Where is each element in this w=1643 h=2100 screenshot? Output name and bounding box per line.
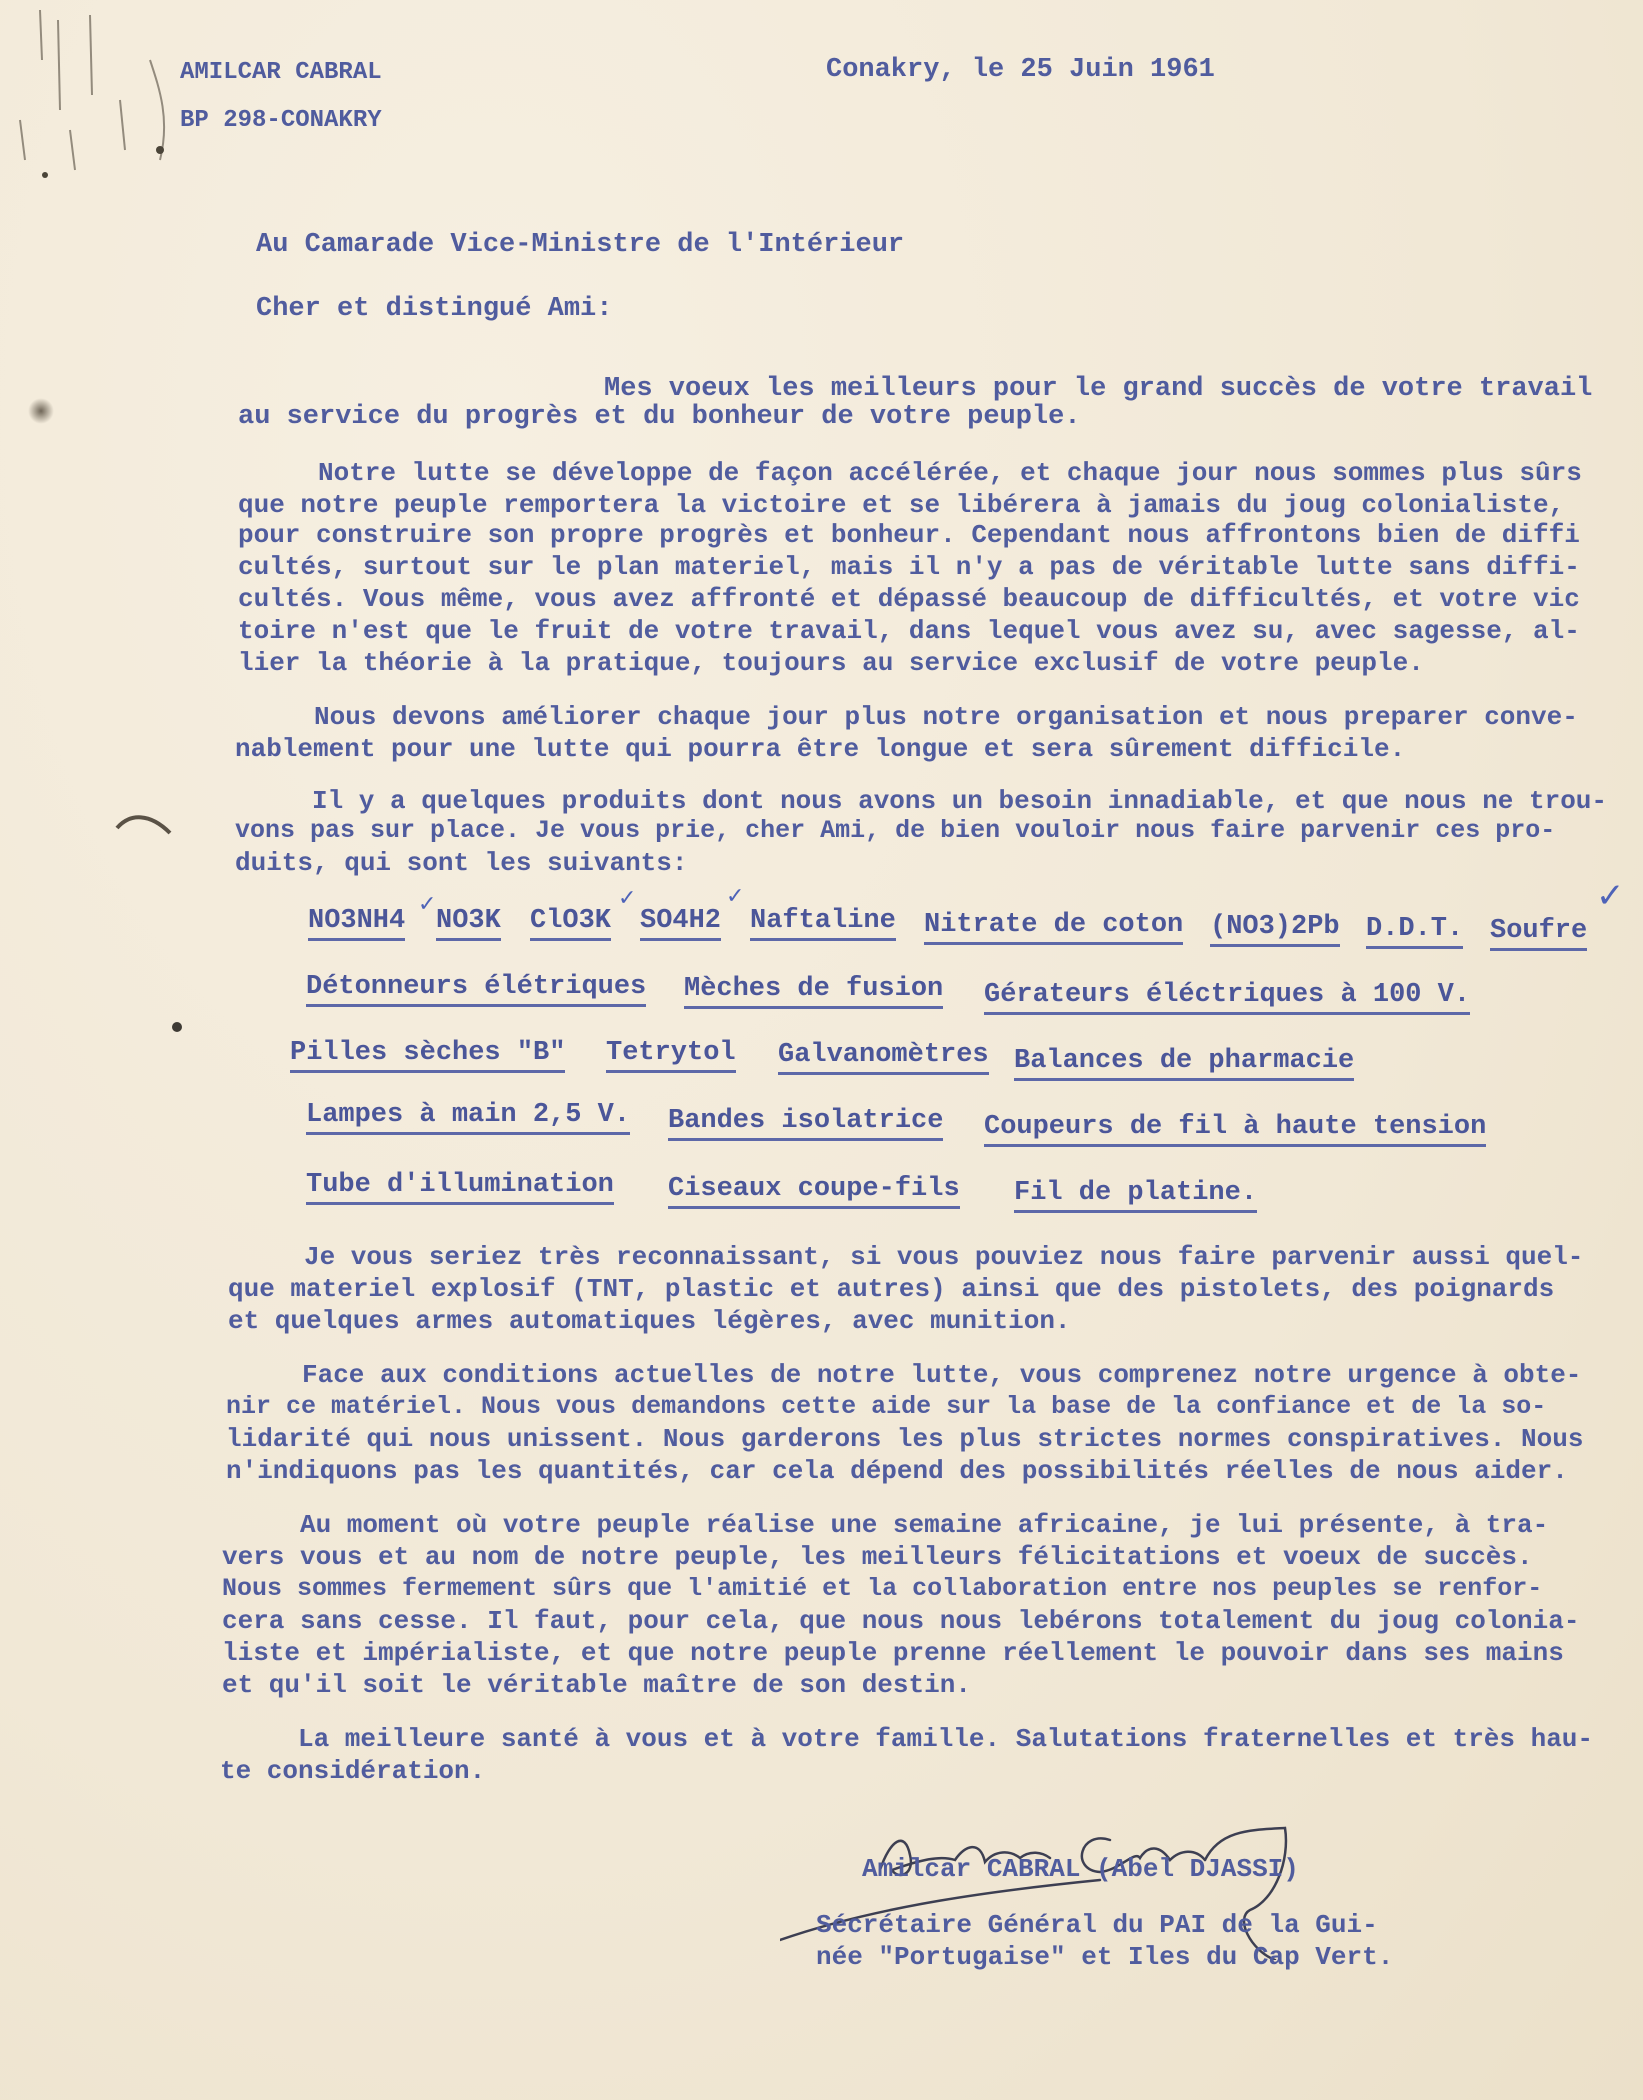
check-mark: ✓ xyxy=(1596,876,1625,916)
check-mark: ✓ xyxy=(418,892,437,917)
p2-line: cultés, surtout sur le plan materiel, mais il n'y a pas de véritable lutte sans diffi- xyxy=(238,552,1580,582)
p8-line: te considération. xyxy=(220,1756,486,1786)
p1-line: au service du progrès et du bonheur de votre peuple. xyxy=(238,402,1081,432)
p4-line: duits, qui sont les suivants: xyxy=(235,848,688,878)
product-item: Pilles sèches "B" xyxy=(290,1038,565,1073)
p7-line: et qu'il soit le véritable maître de son destin. xyxy=(222,1670,971,1700)
product-item: Tube d'illumination xyxy=(306,1170,614,1205)
p5-line: Je vous seriez très reconnaissant, si vous pouviez nous faire parvenir aussi quel- xyxy=(304,1242,1584,1272)
p8-line: La meilleure santé à vous et à votre famille. Salutations fraternelles et très hau- xyxy=(298,1724,1594,1754)
product-item: D.D.T. xyxy=(1366,914,1463,949)
p6-line: lidarité qui nous unissent. Nous garderons les plus strictes normes conspiratives. Nous xyxy=(226,1424,1584,1454)
p7-line: Au moment où votre peuple réalise une semaine africaine, je lui présente, à tra- xyxy=(300,1510,1549,1540)
product-item: Bandes isolatrice xyxy=(668,1106,943,1141)
ink-dot xyxy=(172,1022,182,1032)
signatory-title: Sécrétaire Général du PAI de la Gui- xyxy=(816,1910,1378,1940)
product-item: Gérateurs éléctriques à 100 V. xyxy=(984,980,1470,1015)
product-item: Ciseaux coupe-fils xyxy=(668,1174,960,1209)
p1-line: Mes voeux les meilleurs pour le grand succès de votre travail xyxy=(604,374,1593,404)
salutation: Cher et distingué Ami: xyxy=(256,294,613,324)
product-item: NO3K xyxy=(436,906,501,941)
recipient: Au Camarade Vice-Ministre de l'Intérieur xyxy=(256,230,905,260)
product-item: Fil de platine. xyxy=(1014,1178,1257,1213)
product-item: Mèches de fusion xyxy=(684,974,943,1009)
p6-line: nir ce matériel. Nous vous demandons cette aide sur la base de la confiance et de la so- xyxy=(226,1392,1547,1421)
p7-line: vers vous et au nom de notre peuple, les meilleurs félicitations et voeux de succès. xyxy=(222,1542,1533,1572)
product-item: (NO3)2Pb xyxy=(1210,912,1340,947)
product-item: SO4H2 xyxy=(640,906,721,941)
sender-name: AMILCAR CABRAL xyxy=(180,59,382,86)
signatory-title: née "Portugaise" et Iles du Cap Vert. xyxy=(816,1942,1394,1972)
product-item: NO3NH4 xyxy=(308,906,405,941)
p2-line: Notre lutte se développe de façon accélérée, et chaque jour nous sommes plus sûrs xyxy=(318,458,1582,488)
ink-blot xyxy=(28,398,54,424)
p5-line: et quelques armes automatiques légères, avec munition. xyxy=(228,1306,1071,1336)
p7-line: cera sans cesse. Il faut, pour cela, que nous nous lebérons totalement du joug colonia- xyxy=(222,1606,1580,1636)
product-item: Détonneurs élétriques xyxy=(306,972,646,1007)
p2-line: lier la théorie à la pratique, toujours au service exclusif de votre peuple. xyxy=(238,648,1424,678)
p5-line: que materiel explosif (TNT, plastic et autres) ainsi que des pistolets, des poignards xyxy=(228,1274,1555,1304)
product-item: Naftaline xyxy=(750,906,896,941)
product-item: Balances de pharmacie xyxy=(1014,1046,1354,1081)
signatory-name: Amilcar CABRAL (Abel DJASSI) xyxy=(862,1854,1299,1884)
p2-line: pour construire son propre progrès et bonheur. Cependant nous affrontons bien de diffi xyxy=(238,520,1580,550)
p7-line: Nous sommes fermement sûrs que l'amitié et la collaboration entre nos peuples se renfor- xyxy=(222,1574,1543,1603)
p2-line: que notre peuple remportera la victoire et se libérera à jamais du joug colonialiste, xyxy=(238,490,1565,520)
product-item: Nitrate de coton xyxy=(924,910,1183,945)
product-item: Lampes à main 2,5 V. xyxy=(306,1100,630,1135)
p6-line: n'indiquons pas les quantités, car cela dépend des possibilités réelles de nous aider. xyxy=(226,1456,1568,1486)
sender-address: BP 298-CONAKRY xyxy=(180,107,382,134)
binder-marks xyxy=(0,0,180,200)
check-mark: ✓ xyxy=(618,886,637,911)
pencil-mark xyxy=(115,808,175,838)
check-mark: ✓ xyxy=(726,884,745,909)
product-item: Soufre xyxy=(1490,916,1587,951)
p6-line: Face aux conditions actuelles de notre lutte, vous comprenez notre urgence à obte- xyxy=(302,1360,1582,1390)
p2-line: toire n'est que le fruit de votre travail, dans lequel vous avez su, avec sagesse, al- xyxy=(238,616,1580,646)
place-date: Conakry, le 25 Juin 1961 xyxy=(826,55,1215,85)
p4-line: Il y a quelques produits dont nous avons un besoin innadiable, et que nous ne trou- xyxy=(312,786,1608,816)
p4-line: vons pas sur place. Je vous prie, cher Ami, de bien vouloir nous faire parvenir ces pro- xyxy=(235,816,1556,845)
p2-line: cultés. Vous même, vous avez affronté et dépassé beaucoup de difficultés, et votre vic xyxy=(238,584,1580,614)
product-item: Galvanomètres xyxy=(778,1040,989,1075)
product-item: Tetrytol xyxy=(606,1038,736,1073)
p3-line: Nous devons améliorer chaque jour plus notre organisation et nous preparer conve- xyxy=(314,702,1578,732)
product-item: ClO3K xyxy=(530,906,611,941)
p7-line: liste et impérialiste, et que notre peuple prenne réellement le pouvoir dans ses mains xyxy=(222,1638,1564,1668)
p3-line: nablement pour une lutte qui pourra être longue et sera sûrement difficile. xyxy=(235,734,1406,764)
product-item: Coupeurs de fil à haute tension xyxy=(984,1112,1486,1147)
